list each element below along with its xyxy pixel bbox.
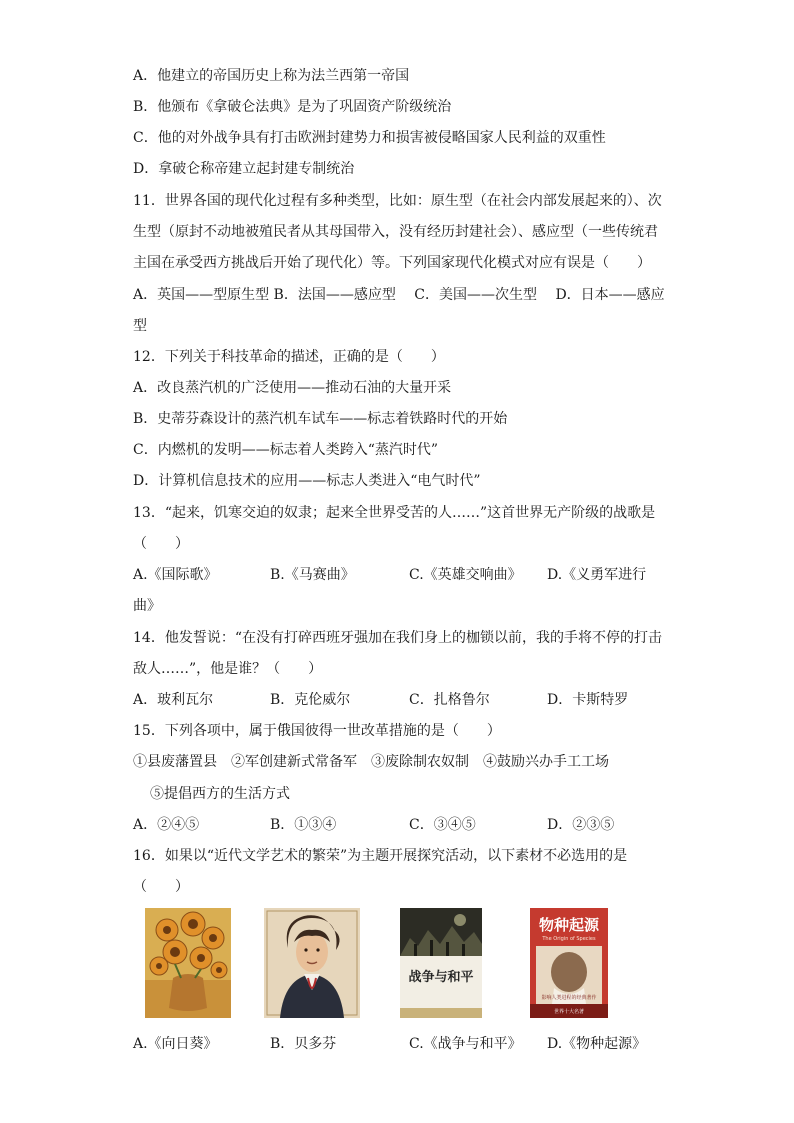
q15-option-b: B．①③④: [270, 817, 337, 833]
q13-option-d: D.《义勇军进行: [547, 567, 647, 583]
q12-option-b: B．史蒂芬森设计的蒸汽机车试车——标志着铁路时代的开始: [133, 411, 508, 427]
q14-stem-line2: 敌人……”，他是谁？（ ）: [133, 661, 323, 677]
q13-option-a: A.《国际歌》: [133, 567, 218, 583]
war-and-peace-illustration: [400, 908, 482, 1018]
q15-stem: 15．下列各项中，属于俄国彼得一世改革措施的是（ ）: [133, 723, 501, 739]
war-and-peace-cover-title: 战争与和平: [408, 970, 474, 985]
q14-option-d: D．卡斯特罗: [547, 692, 629, 708]
sunflowers-illustration: [145, 908, 231, 1018]
q10-option-d: D．拿破仑称帝建立起封建专制统治: [133, 161, 355, 177]
q13-option-b: B.《马赛曲》: [270, 567, 355, 583]
q16-option-d: D.《物种起源》: [547, 1036, 647, 1052]
q11-options: A．英国——型原生型 B．法国——感应型 C．美国——次生型 D．日本——感应: [133, 287, 665, 303]
q15-items-line2: ⑤提倡西方的生活方式: [150, 786, 290, 802]
q12-option-c: C．内燃机的发明——标志着人类跨入“蒸汽时代”: [133, 442, 439, 458]
war-and-peace-cover-image: [400, 908, 482, 1018]
origin-of-species-cover-subtitle1: 影响人类进程的经典著作: [541, 995, 597, 1001]
q14-option-b: B．克伦威尔: [270, 692, 351, 708]
q16-option-c: C.《战争与和平》: [409, 1036, 522, 1052]
q12-option-d: D．计算机信息技术的应用——标志人类进入“电气时代”: [133, 473, 481, 489]
q16-stem-line2: （ ）: [133, 879, 189, 895]
q10-option-a: A．他建立的帝国历史上称为法兰西第一帝国: [133, 68, 410, 84]
q13-options-wrap: 曲》: [133, 598, 161, 614]
q15-option-d: D．②③⑤: [547, 817, 615, 833]
q11-stem-line1: 11．世界各国的现代化过程有多种类型，比如：原生型（在社会内部发展起来的）、次: [133, 193, 662, 209]
beethoven-portrait-image: [264, 908, 360, 1018]
q16-stem-line1: 16．如果以“近代文学艺术的繁荣”为主题开展探究活动，以下素材不必选用的是: [133, 848, 628, 864]
q14-option-c: C．扎格鲁尔: [409, 692, 490, 708]
q13-stem-line2: （ ）: [133, 536, 189, 552]
q13-option-c: C.《英雄交响曲》: [409, 567, 522, 583]
q15-option-a: A．②④⑤: [133, 817, 200, 833]
q10-option-b: B．他颁布《拿破仑法典》是为了巩固资产阶级统治: [133, 99, 452, 115]
q15-items-line1: ①县废藩置县 ②军创建新式常备军 ③废除制农奴制 ④鼓励兴办手工工场: [133, 754, 609, 770]
origin-of-species-cover-title: 物种起源: [538, 916, 599, 934]
q16-option-a: A.《向日葵》: [133, 1036, 218, 1052]
origin-of-species-cover-english: The Origin of Species: [542, 936, 596, 942]
q16-option-b: B．贝多芬: [270, 1036, 337, 1052]
q14-option-a: A．玻利瓦尔: [133, 692, 214, 708]
q14-stem-line1: 14．他发誓说：“在没有打碎西班牙强加在我们身上的枷锁以前，我的手将不停的打击: [133, 630, 662, 646]
q15-option-c: C．③④⑤: [409, 817, 476, 833]
q12-stem: 12．下列关于科技革命的描述，正确的是（ ）: [133, 349, 445, 365]
beethoven-illustration: [264, 908, 360, 1018]
origin-of-species-cover-image: [530, 908, 608, 1018]
q13-stem-line1: 13．“起来，饥寒交迫的奴隶；起来全世界受苦的人……”这首世界无产阶级的战歌是: [133, 505, 656, 521]
q11-stem-line2: 生型（原封不动地被殖民者从其母国带入，没有经历封建社会）、感应型（一些传统君: [133, 224, 658, 240]
q11-stem-line3: 主国在承受西方挑战后开始了现代化）等。下列国家现代化模式对应有误是（ ）: [133, 255, 651, 271]
origin-of-species-cover-subtitle2: 世界十大名著: [553, 1009, 584, 1015]
sunflowers-painting-image: [145, 908, 231, 1018]
q12-option-a: A．改良蒸汽机的广泛使用——推动石油的大量开采: [133, 380, 452, 396]
q11-options-wrap: 型: [133, 318, 147, 334]
q10-option-c: C．他的对外战争具有打击欧洲封建势力和损害被侵略国家人民利益的双重性: [133, 130, 606, 146]
